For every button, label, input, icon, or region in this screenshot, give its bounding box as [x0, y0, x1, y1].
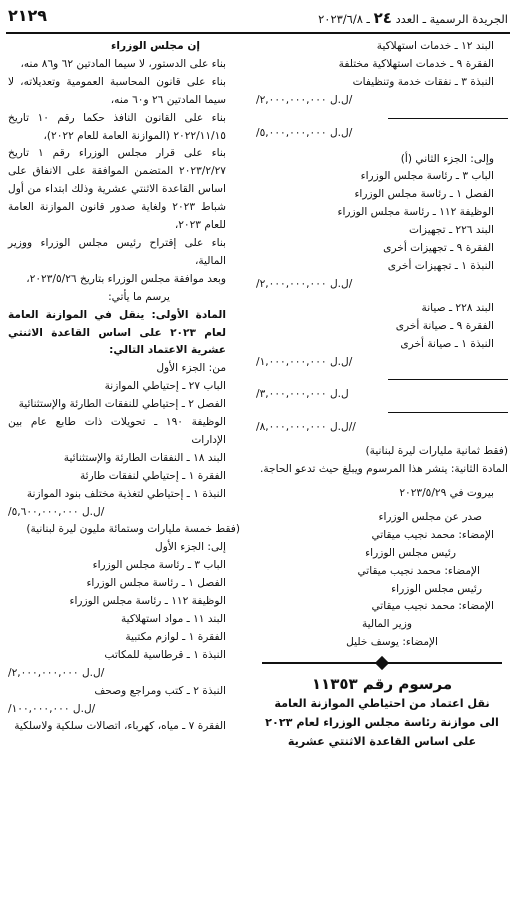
decree-title-line: نقل اعتماد من احتياطي الموازنة العامة	[274, 697, 490, 711]
issued-by: صدر عن مجلس الوزراء	[378, 510, 482, 523]
budget-line: النبذة ٣ ـ نفقات خدمة وتنظيفات	[352, 75, 494, 88]
decree-number: مرسوم رقم ١١٣٥٣	[311, 675, 453, 694]
budget-line: البند ١١ ـ مواد استهلاكية	[120, 613, 226, 625]
gazette-name: الجريدة الرسمية ـ العدد	[395, 12, 508, 26]
signatory-title: رئيس مجلس الوزراء	[391, 582, 482, 595]
signing-date: بيروت في ٢٠٢٣/٥/٢٩	[399, 487, 494, 500]
budget-line: الفصل ٢ ـ إحتياطي للنفقات الطارئة والإستثنائية	[18, 398, 226, 411]
issue-number: ٢٤	[373, 9, 392, 27]
decree-block	[256, 676, 508, 751]
budget-line: الباب ٣ ـ رئاسة مجلس الوزراء	[360, 170, 494, 183]
budget-line: الفقرة ٩ ـ صيانة أخرى	[395, 319, 494, 332]
issue-date: ـ ٢٠٢٣/٦/٨	[318, 12, 370, 26]
page-number: ٢١٢٩	[8, 6, 48, 25]
budget-line: الفقرة ١ ـ لوازم مكتبية	[125, 630, 226, 643]
budget-line: البند ١٢ ـ خدمات استهلاكية	[376, 40, 494, 52]
section-separator	[256, 658, 508, 668]
budget-line: الفصل ١ ـ رئاسة مجلس الوزراء	[86, 577, 226, 590]
budget-line: وإلى: الجزء الثاني (أ)	[400, 152, 494, 165]
amount-words: (فقط ثمانية مليارات ليرة لبنانية)	[365, 445, 508, 458]
budget-line: الفقرة ٩ ـ خدمات استهلاكية مختلفة	[338, 57, 494, 70]
signature: الإمضاء: يوسف خليل	[346, 636, 438, 649]
budget-line: إلى: الجزء الأول	[155, 541, 226, 554]
amount: /ل.ل ٥,٦٠٠,٠٠٠,٠٠٠/	[8, 505, 105, 518]
signatory-title: وزير المالية	[361, 618, 412, 631]
preamble: بناء على القانون النافذ حكما رقم ١٠ تاريخ ٢٠٢٢/١١/١٥ (الموازنة العامة للعام ٢٠٢٢)،	[8, 111, 226, 142]
budget-line: الوظيفة ١١٢ ـ رئاسة مجلس الوزراء	[69, 595, 226, 608]
budget-line: الوظيفة ١٩٠ ـ تحويلات ذات طابع عام بين الإدارات	[8, 416, 226, 446]
section-heading: إن مجلس الوزراء	[110, 40, 200, 52]
left-column	[8, 38, 240, 736]
divider	[388, 412, 508, 413]
budget-line: من: الجزء الأول	[156, 362, 226, 375]
preamble: بناء على إقتراح رئيس مجلس الوزراء ووزير المالية،	[8, 236, 226, 267]
budget-line: البند ١٨ ـ النفقات الطارئة والإستثنائية	[63, 451, 226, 464]
decree-title-line: الى موازنة رئاسة مجلس الوزراء لعام ٢٠٢٣	[265, 716, 499, 730]
budget-line: النبذة ١ ـ صيانة أخرى	[400, 337, 494, 350]
signature: الإمضاء: محمد نجيب ميقاتي	[371, 600, 494, 613]
article-two: المادة الثانية: ينشر هذا المرسوم ويبلغ حيث تدعو الحاجة.	[260, 463, 508, 476]
divider	[388, 379, 508, 380]
signatory-title: رئيس مجلس الوزراء	[365, 546, 456, 559]
budget-line: الوظيفة ١١٢ ـ رئاسة مجلس الوزراء	[337, 206, 494, 219]
gazette-title	[318, 9, 508, 27]
right-column	[256, 38, 508, 751]
amount-total: /ل.ل ٨,٠٠٠,٠٠٠,٠٠٠//	[256, 421, 356, 434]
budget-line: النبذة ١ ـ تجهيزات أخرى	[387, 259, 494, 272]
amount: /ل.ل ١٠٠,٠٠٠,٠٠٠/	[8, 702, 96, 715]
budget-line: الباب ٣ ـ رئاسة مجلس الوزراء	[92, 559, 226, 572]
budget-line: الفقرة ٩ ـ تجهيزات أخرى	[383, 242, 494, 255]
preamble: بناء على الدستور، لا سيما المادتين ٦٢ و٨٦ منه،	[20, 57, 226, 70]
budget-line: النبذة ١ ـ قرطاسية للمكاتب	[104, 648, 226, 661]
signature: الإمضاء: محمد نجيب ميقاتي	[371, 528, 494, 541]
budget-line: الفقرة ٧ ـ مياه، كهرباء، اتصالات سلكية ولاسلكية	[14, 720, 226, 733]
budget-line: الباب ٢٧ ـ إحتياطي الموازنة	[104, 380, 226, 393]
page-header	[6, 6, 510, 34]
budget-line: النبذة ١ ـ إحتياطي لتغذية مختلف بنود الموازنة	[26, 487, 226, 500]
budget-line: الفقرة ١ ـ إحتياطي لنفقات طارئة	[79, 469, 226, 482]
amount: /ل.ل ٣,٠٠٠,٠٠٠,٠٠٠	[256, 388, 349, 401]
preamble: بناء على قانون المحاسبة العمومية وتعديلاته، لا سيما المادتين ٢٦ و٦٠ منه،	[8, 75, 226, 106]
budget-line: البند ٢٢٨ ـ صيانة	[421, 301, 494, 314]
amount: /ل.ل ٢,٠٠٠,٠٠٠,٠٠٠/	[256, 93, 353, 106]
preamble: بناء على قرار مجلس الوزراء رقم ١ تاريخ ٢٠٢٣/٢/٢٧ المتضمن الموافقة على الانفاق على اساس القاعدة الاثنتي عشرية وذلك ابتداء من أول شباط ٢٠٢٣ ولغاية صدور قانون الموازنة العامة للعام ٢٠٢٣،	[8, 147, 226, 232]
amount-words: (فقط خمسة مليارات وستمائة مليون ليرة لبنانية)	[26, 523, 240, 536]
signature: الإمضاء: محمد نجيب ميقاتي	[357, 564, 480, 577]
article-one: المادة الأولى: ينقل في الموازنة العامة لعام ٢٠٢٣ على اساس القاعدة الاثنتي عشرية الاعتماد التالي:	[8, 308, 226, 357]
decree-formula: يرسم ما يأتي:	[108, 290, 170, 303]
decree-title-line: على اساس القاعدة الاثنتي عشرية	[287, 735, 477, 749]
amount: /ل.ل ٢,٠٠٠,٠٠٠,٠٠٠/	[256, 277, 353, 290]
amount: /ل.ل ٢,٠٠٠,٠٠٠,٠٠٠/	[8, 666, 105, 679]
amount: /ل.ل ٥,٠٠٠,٠٠٠,٠٠٠/	[256, 126, 353, 139]
amount: /ل.ل ١,٠٠٠,٠٠٠,٠٠٠/	[256, 355, 353, 368]
budget-line: البند ٢٢٦ ـ تجهيزات	[408, 224, 494, 237]
divider	[388, 118, 508, 119]
separator-diamond	[375, 656, 389, 670]
budget-line: الفصل ١ ـ رئاسة مجلس الوزراء	[354, 188, 494, 201]
preamble: وبعد موافقة مجلس الوزراء بتاريخ ٢٠٢٣/٥/٢٦،	[26, 272, 226, 285]
budget-line: النبذة ٢ ـ كتب ومراجع وصحف	[94, 684, 226, 697]
